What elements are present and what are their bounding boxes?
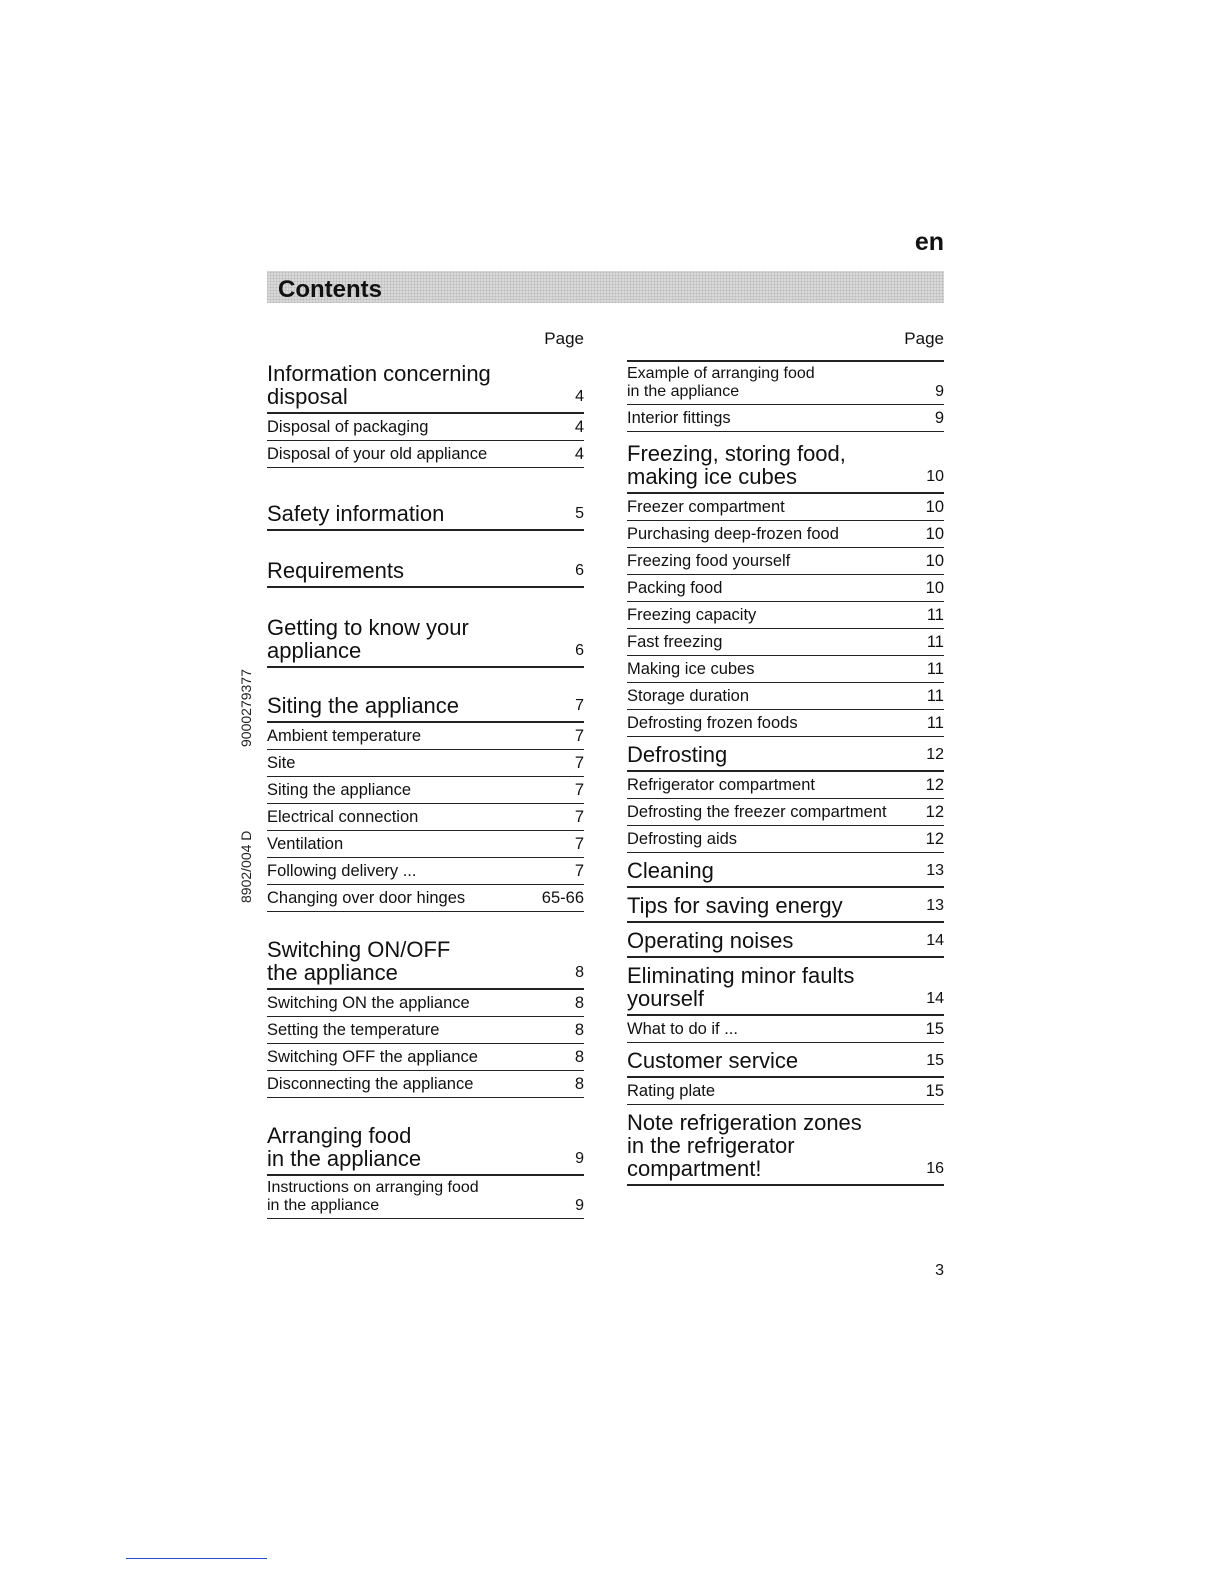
toc-heading[interactable] xyxy=(267,616,584,668)
toc-page-ref: 14 xyxy=(926,932,944,949)
toc-item-title: Defrosting the freezer compartment xyxy=(627,803,887,821)
title-line: in the refrigerator xyxy=(627,1133,795,1158)
title-line: in the appliance xyxy=(267,1197,380,1214)
toc-item-title: Defrosting aids xyxy=(627,830,738,848)
edition-code: 8902/004 D xyxy=(238,830,254,903)
document-number: 9000279377 xyxy=(238,669,254,747)
title-line: Freezing, storing food, xyxy=(627,441,846,466)
toc-item-title: Electrical connection xyxy=(267,808,419,826)
spacer xyxy=(267,912,584,938)
toc-heading[interactable] xyxy=(267,938,584,990)
page-number: 3 xyxy=(935,1262,944,1279)
toc-page-ref: 14 xyxy=(926,990,944,1007)
toc-item-title: Ventilation xyxy=(267,835,344,853)
toc-page-ref: 12 xyxy=(925,830,944,848)
toc-page-ref: 7 xyxy=(574,862,584,880)
title-line: Tips for saving energy xyxy=(627,893,843,918)
title-line: making ice cubes xyxy=(627,464,797,489)
toc-item[interactable] xyxy=(627,826,944,853)
language-code: en xyxy=(914,228,944,256)
toc-item[interactable] xyxy=(267,1044,584,1071)
spacer xyxy=(267,468,584,502)
toc-page-ref: 16 xyxy=(926,1160,944,1177)
toc-left-list xyxy=(267,354,584,1219)
toc-heading-title xyxy=(267,694,575,717)
toc-item-title: Rating plate xyxy=(627,1082,716,1100)
toc-item-title: Purchasing deep-frozen food xyxy=(627,525,839,543)
toc-page-ref: 7 xyxy=(575,697,584,714)
toc-heading-title xyxy=(627,894,926,917)
toc-item[interactable] xyxy=(627,683,944,710)
toc-item-title: Freezing food yourself xyxy=(627,552,791,570)
toc-item[interactable] xyxy=(627,575,944,602)
title-line: Eliminating minor faults xyxy=(627,963,855,988)
toc-right-list xyxy=(627,362,944,1186)
toc-item[interactable] xyxy=(627,772,944,799)
toc-page-ref: 8 xyxy=(575,964,584,981)
toc-item-title xyxy=(267,1179,575,1215)
toc-page-ref: 8 xyxy=(574,1048,584,1066)
spacer xyxy=(267,588,584,616)
title-line: Siting the appliance xyxy=(267,693,460,718)
toc-item-title: Defrosting frozen foods xyxy=(627,714,798,732)
toc-heading[interactable] xyxy=(267,362,584,414)
toc-item[interactable] xyxy=(627,799,944,826)
title-line: appliance xyxy=(267,638,362,663)
toc-page-ref: 10 xyxy=(925,498,944,516)
toc-heading[interactable] xyxy=(627,1049,944,1078)
toc-item-title: Setting the temperature xyxy=(267,1021,440,1039)
toc-heading[interactable] xyxy=(627,743,944,772)
toc-page-ref: 7 xyxy=(574,754,584,772)
toc-item[interactable] xyxy=(627,710,944,737)
toc-page-ref: 4 xyxy=(575,388,584,405)
toc-heading-title xyxy=(627,964,926,1010)
toc-page-ref: 7 xyxy=(574,781,584,799)
toc-page-ref: 8 xyxy=(574,994,584,1012)
toc-page-ref: 15 xyxy=(926,1052,944,1069)
page-edge-line xyxy=(126,1558,267,1559)
toc-page-ref: 6 xyxy=(575,642,584,659)
page-title: Contents xyxy=(278,276,382,303)
title-line: Information concerning xyxy=(267,361,491,386)
toc-page-ref: 9 xyxy=(935,383,944,400)
toc-heading-title xyxy=(627,929,926,952)
toc-page-ref: 11 xyxy=(926,714,944,732)
toc-page-ref: 7 xyxy=(574,808,584,826)
toc-page-ref: 65-66 xyxy=(541,889,584,907)
toc-item[interactable] xyxy=(627,1016,944,1043)
toc-page-ref: 10 xyxy=(925,579,944,597)
toc-page-ref: 13 xyxy=(926,862,944,879)
toc-page-ref: 10 xyxy=(925,525,944,543)
toc-item-title: Switching OFF the appliance xyxy=(267,1048,478,1066)
toc-item[interactable] xyxy=(267,777,584,804)
toc-page-ref: 12 xyxy=(925,776,944,794)
toc-page-ref: 15 xyxy=(925,1082,944,1100)
toc-item[interactable] xyxy=(627,494,944,521)
toc-item[interactable] xyxy=(267,1176,584,1219)
title-line: Note refrigeration zones xyxy=(627,1110,862,1135)
toc-item[interactable] xyxy=(627,405,944,432)
toc-page-ref: 15 xyxy=(925,1020,944,1038)
toc-page-ref: 4 xyxy=(574,418,584,436)
toc-item-title: Switching ON the appliance xyxy=(267,994,470,1012)
toc-item-title: Disconnecting the appliance xyxy=(267,1075,474,1093)
page-column-label: Page xyxy=(627,328,944,362)
title-line: Defrosting xyxy=(627,742,728,767)
toc-item-title: Changing over door hinges xyxy=(267,889,466,907)
toc-item-title: Refrigerator compartment xyxy=(627,776,815,794)
toc-page-ref: 11 xyxy=(926,606,944,624)
toc-item-title: Storage duration xyxy=(627,687,750,705)
title-line: Customer service xyxy=(627,1048,799,1073)
toc-page-ref: 9 xyxy=(934,409,944,427)
toc-item[interactable] xyxy=(267,990,584,1017)
toc-page-ref: 12 xyxy=(925,803,944,821)
toc-item[interactable] xyxy=(267,885,584,912)
title-line: Getting to know your xyxy=(267,615,469,640)
toc-page-ref: 5 xyxy=(575,505,584,522)
toc-item[interactable] xyxy=(627,656,944,683)
title-line: Cleaning xyxy=(627,858,714,883)
title-line: Operating noises xyxy=(627,928,794,953)
title-line: yourself xyxy=(627,986,705,1011)
toc-item[interactable] xyxy=(267,750,584,777)
toc-page-ref: 8 xyxy=(574,1075,584,1093)
toc-page-ref: 7 xyxy=(574,727,584,745)
toc-page-ref: 10 xyxy=(925,552,944,570)
toc-item[interactable] xyxy=(627,629,944,656)
toc-item-title: Disposal of your old appliance xyxy=(267,445,488,463)
toc-heading-title xyxy=(627,442,926,488)
toc-page-ref: 11 xyxy=(926,633,944,651)
toc-item[interactable] xyxy=(267,1071,584,1098)
toc-heading[interactable] xyxy=(627,964,944,1016)
toc-left-column xyxy=(267,328,584,1219)
toc-item-title: Freezer compartment xyxy=(627,498,785,516)
toc-item-title: Disposal of packaging xyxy=(267,418,429,436)
toc-item-title: Freezing capacity xyxy=(627,606,757,624)
toc-heading-title xyxy=(267,938,575,984)
toc-item[interactable] xyxy=(627,362,944,405)
toc-item-title: Packing food xyxy=(627,579,723,597)
toc-heading[interactable] xyxy=(627,859,944,888)
toc-heading[interactable] xyxy=(627,442,944,494)
title-line: in the appliance xyxy=(267,1146,422,1171)
title-line: Example of arranging food xyxy=(627,365,815,382)
title-line: Safety information xyxy=(267,501,445,526)
toc-item[interactable] xyxy=(627,548,944,575)
toc-item[interactable] xyxy=(267,414,584,441)
toc-heading[interactable] xyxy=(627,1111,944,1186)
toc-item[interactable] xyxy=(627,602,944,629)
title-line: in the appliance xyxy=(627,383,740,400)
toc-page-ref: 4 xyxy=(574,445,584,463)
toc-item-title: Site xyxy=(267,754,296,772)
toc-heading-title xyxy=(267,616,575,662)
toc-heading[interactable] xyxy=(267,694,584,723)
title-line: Arranging food xyxy=(267,1123,412,1148)
title-line: Switching ON/OFF xyxy=(267,937,451,962)
toc-page-ref: 11 xyxy=(926,687,944,705)
toc-page-ref: 11 xyxy=(926,660,944,678)
toc-heading[interactable] xyxy=(627,894,944,923)
toc-heading-title xyxy=(627,743,926,766)
toc-page-ref: 7 xyxy=(574,835,584,853)
page-column-label: Page xyxy=(544,329,584,348)
toc-heading[interactable] xyxy=(267,1124,584,1176)
spacer xyxy=(267,531,584,559)
toc-page-ref: 6 xyxy=(575,562,584,579)
toc-page-ref: 9 xyxy=(575,1150,584,1167)
toc-heading[interactable] xyxy=(267,502,584,531)
toc-page-ref: 9 xyxy=(575,1197,584,1214)
title-line: Instructions on arranging food xyxy=(267,1179,479,1196)
toc-page-ref: 12 xyxy=(926,746,944,763)
toc-heading-title xyxy=(627,859,926,882)
spacer xyxy=(267,1098,584,1124)
toc-item[interactable] xyxy=(267,1017,584,1044)
toc-item-title: Siting the appliance xyxy=(267,781,412,799)
toc-item[interactable] xyxy=(627,521,944,548)
toc-heading-title xyxy=(267,502,575,525)
toc-item-title: Fast freezing xyxy=(627,633,723,651)
toc-item-title: Making ice cubes xyxy=(627,660,755,678)
toc-item[interactable] xyxy=(627,1078,944,1105)
contents-banner xyxy=(267,271,944,303)
toc-heading[interactable] xyxy=(627,929,944,958)
toc-heading-title xyxy=(627,1049,926,1072)
toc-heading-title xyxy=(267,1124,575,1170)
toc-item[interactable] xyxy=(267,441,584,468)
title-line: Requirements xyxy=(267,558,404,583)
toc-page-ref: 10 xyxy=(926,468,944,485)
title-line: the appliance xyxy=(267,960,398,985)
toc-item[interactable] xyxy=(267,831,584,858)
toc-item-title: What to do if ... xyxy=(627,1020,738,1038)
toc-heading-title xyxy=(267,559,575,582)
toc-item-title: Interior fittings xyxy=(627,409,731,427)
toc-right-column xyxy=(627,328,944,1186)
toc-page-ref: 8 xyxy=(574,1021,584,1039)
title-line: compartment! xyxy=(627,1156,762,1181)
toc-item-title: Following delivery ... xyxy=(267,862,417,880)
title-line: disposal xyxy=(267,384,348,409)
toc-item[interactable] xyxy=(267,804,584,831)
toc-heading-title xyxy=(627,1111,926,1180)
toc-item-title xyxy=(627,365,935,401)
toc-item[interactable] xyxy=(267,723,584,750)
toc-heading[interactable] xyxy=(267,559,584,588)
toc-heading-title xyxy=(267,362,575,408)
toc-item[interactable] xyxy=(267,858,584,885)
spacer xyxy=(267,668,584,694)
toc-item-title: Ambient temperature xyxy=(267,727,422,745)
toc-page-ref: 13 xyxy=(926,897,944,914)
